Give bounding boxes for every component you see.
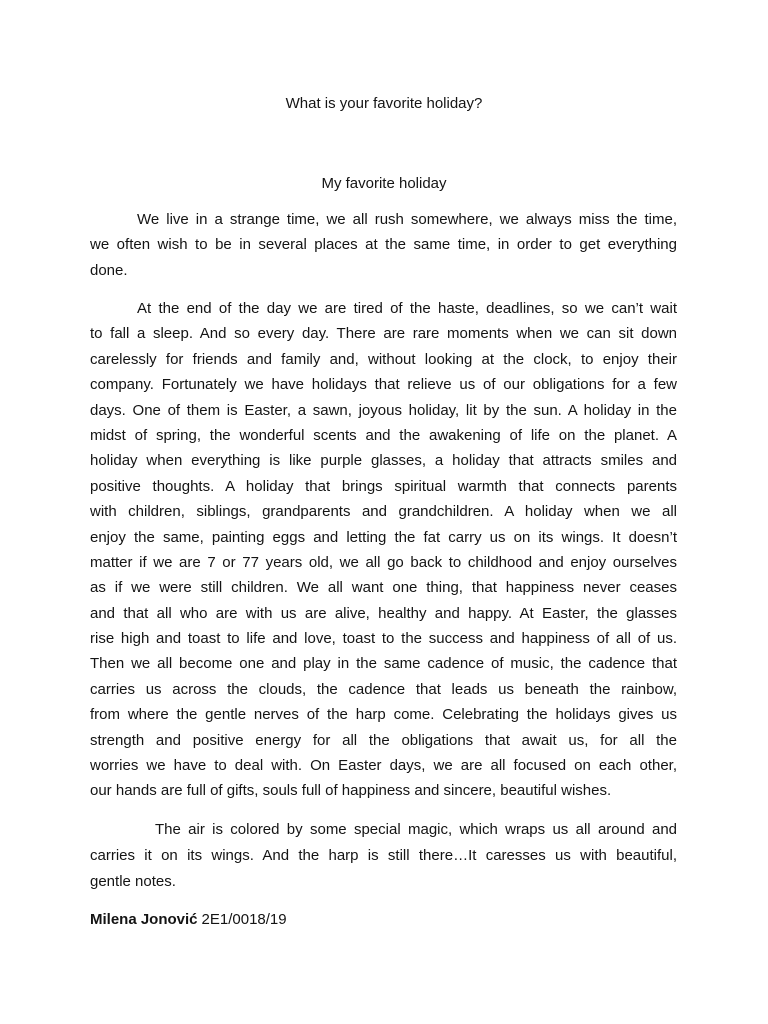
text-line: carries it on its wings. And the harp is still there…It caresses us with beautiful, — [90, 846, 677, 864]
text-line: done. — [90, 261, 128, 279]
text-line: matter if we are 7 or 77 years old, we all go back to childhood and enjoy ourselves — [90, 553, 677, 571]
text-line: and that all who are with us are alive, healthy and happy. At Easter, the glasses — [90, 604, 677, 622]
text-line: holiday when everything is like purple glasses, a holiday that attracts smiles and — [90, 452, 677, 470]
text-line: we often wish to be in several places at the same time, in order to get everything — [90, 236, 677, 254]
text-line: to fall a sleep. And so every day. There are rare moments when we can sit down — [90, 325, 677, 343]
essay-heading: My favorite holiday — [321, 175, 447, 192]
text-line: with children, siblings, grandparents and grandchildren. A holiday when we all — [90, 503, 677, 521]
text-line: carelessly for friends and family and, without looking at the clock, to enjoy their — [90, 350, 677, 368]
text-line: carries us across the clouds, the cadence that leads us beneath the rainbow, — [90, 680, 677, 698]
text-line: midst of spring, the wonderful scents and the awakening of life on the planet. A — [90, 426, 677, 444]
text-line: from where the gentle nerves of the harp come. Celebrating the holidays gives us — [90, 706, 677, 724]
page-title: What is your favorite holiday? — [285, 95, 483, 112]
student-id: 2E1/0018/19 — [201, 911, 287, 928]
text-line: as if we were still children. We all want one thing, that happiness never ceases — [90, 579, 677, 597]
text-line: company. Fortunately we have holidays that relieve us of our obligations for a few — [90, 376, 677, 394]
paragraph — [90, 817, 677, 894]
text-line: At the end of the day we are tired of the haste, deadlines, so we can’t wait — [137, 300, 677, 317]
text-line: Then we all become one and play in the same cadence of music, the cadence that — [90, 655, 677, 673]
text-line: strength and positive energy for all the obligations that await us, for all the — [90, 731, 677, 749]
text-line: We live in a strange time, we all rush somewhere, we always miss the time, — [137, 211, 677, 228]
text-line: The air is colored by some special magic, which wraps us all around and — [155, 821, 677, 838]
text-line: gentle notes. — [90, 872, 176, 890]
author-name: Milena Jonović — [90, 911, 198, 928]
text-line: enjoy the same, painting eggs and letting the fat carry us on its wings. It doesn’t — [90, 528, 677, 546]
text-line: positive thoughts. A holiday that brings spiritual warmth that connects parents — [90, 477, 677, 495]
text-line: days. One of them is Easter, a sawn, joyous holiday, lit by the sun. A holiday in the — [90, 401, 677, 419]
text-line: our hands are full of gifts, souls full of happiness and sincere, beautiful wishes. — [90, 782, 612, 800]
paragraph — [90, 207, 677, 283]
signature — [90, 907, 287, 932]
paragraph — [90, 296, 677, 804]
text-line: worries we have to deal with. On Easter days, we are all focused on each other, — [90, 757, 677, 775]
text-line: rise high and toast to life and love, toast to the success and happiness of all of us. — [90, 630, 677, 648]
